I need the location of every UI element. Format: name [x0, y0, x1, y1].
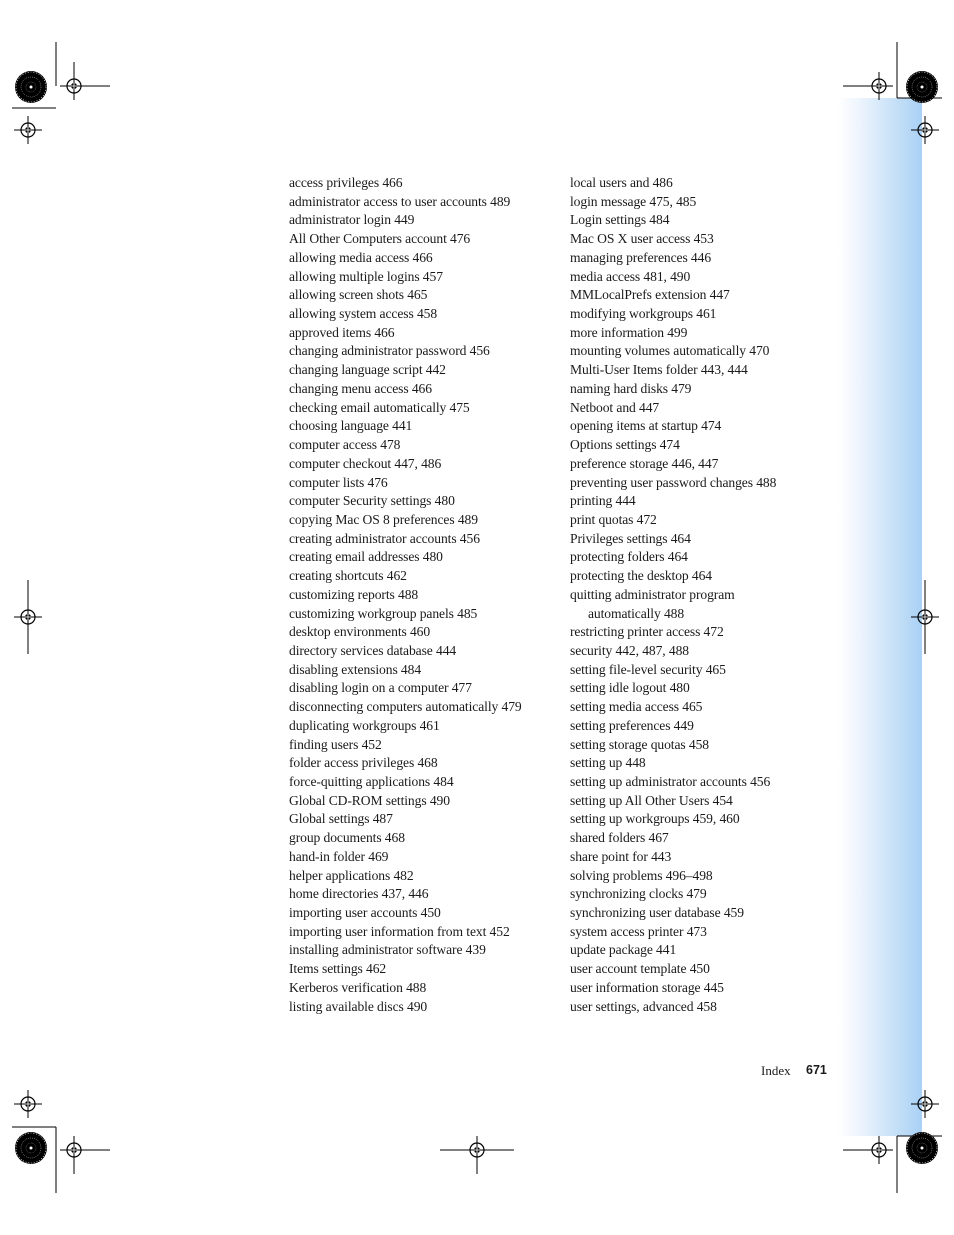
- index-entry: setting file-level security 465: [570, 661, 726, 677]
- index-entry: Global settings 487: [289, 811, 393, 827]
- index-entry: importing user information from text 452: [289, 923, 510, 939]
- index-entry: choosing language 441: [289, 418, 413, 434]
- index-entry: setting storage quotas 458: [570, 736, 709, 752]
- index-entry: system access printer 473: [570, 923, 707, 939]
- index-entry: duplicating workgroups 461: [289, 717, 440, 733]
- index-entry: computer checkout 447, 486: [289, 455, 442, 471]
- index-entry: Kerberos verification 488: [289, 979, 427, 995]
- index-entry: folder access privileges 468: [289, 755, 438, 771]
- index-entry: printing 444: [570, 493, 636, 509]
- index-entry: preventing user password changes 488: [570, 474, 777, 490]
- index-entry: security 442, 487, 488: [570, 642, 689, 658]
- index-entry: changing menu access 466: [289, 380, 432, 396]
- index-entry: Multi-User Items folder 443, 444: [570, 362, 748, 378]
- index-entry: mounting volumes automatically 470: [570, 343, 770, 359]
- index-entry: synchronizing clocks 479: [570, 886, 707, 902]
- index-entry: shared folders 467: [570, 830, 669, 846]
- index-entry: changing administrator password 456: [289, 343, 490, 359]
- index-entry: Mac OS X user access 453: [570, 231, 714, 247]
- footer-section-label: Index: [761, 1063, 791, 1078]
- index-entry: setting up workgroups 459, 460: [570, 811, 740, 827]
- index-entry: Global CD-ROM settings 490: [289, 792, 450, 808]
- index-entry: computer Security settings 480: [289, 493, 455, 509]
- index-entry: setting up All Other Users 454: [570, 792, 733, 808]
- index-entry: Items settings 462: [289, 961, 387, 977]
- index-entry: listing available discs 490: [289, 998, 428, 1014]
- index-entry: helper applications 482: [289, 867, 414, 883]
- index-entry: customizing workgroup panels 485: [289, 605, 478, 621]
- index-entry: protecting folders 464: [570, 549, 688, 565]
- index-entry: home directories 437, 446: [289, 886, 429, 902]
- index-entry: share point for 443: [570, 848, 672, 864]
- index-entry: preference storage 446, 447: [570, 455, 719, 471]
- index-entry: allowing system access 458: [289, 306, 438, 322]
- index-entry: creating shortcuts 462: [289, 568, 407, 584]
- index-entry: checking email automatically 475: [289, 399, 470, 415]
- index-entry: computer access 478: [289, 437, 401, 453]
- index-entry: restricting printer access 472: [570, 624, 724, 640]
- index-entry: computer lists 476: [289, 474, 388, 490]
- index-entry: Netboot and 447: [570, 399, 660, 415]
- index-entry: access privileges 466: [289, 175, 403, 190]
- page-number: 671: [806, 1063, 827, 1077]
- index-entry: media access 481, 490: [570, 268, 691, 284]
- index-entry: disabling login on a computer 477: [289, 680, 472, 696]
- index-entry: creating administrator accounts 456: [289, 530, 480, 546]
- index-entry: solving problems 496–498: [570, 867, 713, 883]
- index-entry: changing language script 442: [289, 362, 446, 378]
- index-entry: setting up administrator accounts 456: [570, 774, 771, 789]
- index-entry: installing administrator software 439: [289, 942, 486, 958]
- index-entry: copying Mac OS 8 preferences 489: [289, 511, 478, 527]
- index-entry: disconnecting computers automatically 479: [289, 699, 522, 715]
- index-entry: allowing media access 466: [289, 249, 433, 265]
- index-entry: All Other Computers account 476: [289, 231, 471, 247]
- index-entry: setting preferences 449: [570, 717, 694, 733]
- index-entry: disabling extensions 484: [289, 661, 422, 677]
- index-entry: print quotas 472: [570, 511, 657, 527]
- index-entry: allowing screen shots 465: [289, 287, 428, 303]
- index-entry: allowing multiple logins 457: [289, 268, 443, 284]
- index-entry: setting up 448: [570, 755, 646, 771]
- index-entry: opening items at startup 474: [570, 418, 722, 434]
- index-entry: Login settings 484: [570, 212, 670, 228]
- index-entry: creating email addresses 480: [289, 549, 443, 565]
- index-entry: update package 441: [570, 942, 677, 958]
- index-entry: synchronizing user database 459: [570, 905, 744, 921]
- index-entry: setting media access 465: [570, 699, 703, 715]
- index-entry: approved items 466: [289, 324, 395, 340]
- index-entry: importing user accounts 450: [289, 905, 441, 921]
- index-entry: modifying workgroups 461: [570, 306, 717, 322]
- index-entry: login message 475, 485: [570, 193, 697, 209]
- index-entry: administrator access to user accounts 489: [289, 193, 511, 209]
- index-entry: force-quitting applications 484: [289, 774, 454, 789]
- index-entry: customizing reports 488: [289, 586, 419, 602]
- index-entry: desktop environments 460: [289, 624, 431, 640]
- index-entry: more information 499: [570, 324, 688, 340]
- index-entry: naming hard disks 479: [570, 380, 692, 396]
- index-entry: local users and 486: [570, 175, 673, 190]
- index-entry: MMLocalPrefs extension 447: [570, 287, 730, 303]
- index-entry: administrator login 449: [289, 212, 415, 228]
- index-entry: user settings, advanced 458: [570, 998, 717, 1014]
- index-entry: user account template 450: [570, 961, 710, 977]
- index-entry: group documents 468: [289, 830, 405, 846]
- index-entry: user information storage 445: [570, 979, 724, 995]
- index-entry: protecting the desktop 464: [570, 568, 712, 584]
- index-entry: Privileges settings 464: [570, 530, 691, 546]
- index-entry: Options settings 474: [570, 437, 680, 453]
- index-entry: managing preferences 446: [570, 249, 712, 265]
- index-entry: automatically 488: [588, 605, 685, 621]
- index-entry: quitting administrator program: [570, 586, 735, 602]
- index-entry: finding users 452: [289, 736, 382, 752]
- index-entry: hand-in folder 469: [289, 848, 389, 864]
- index-entry: directory services database 444: [289, 642, 457, 658]
- index-entry: setting idle logout 480: [570, 680, 690, 696]
